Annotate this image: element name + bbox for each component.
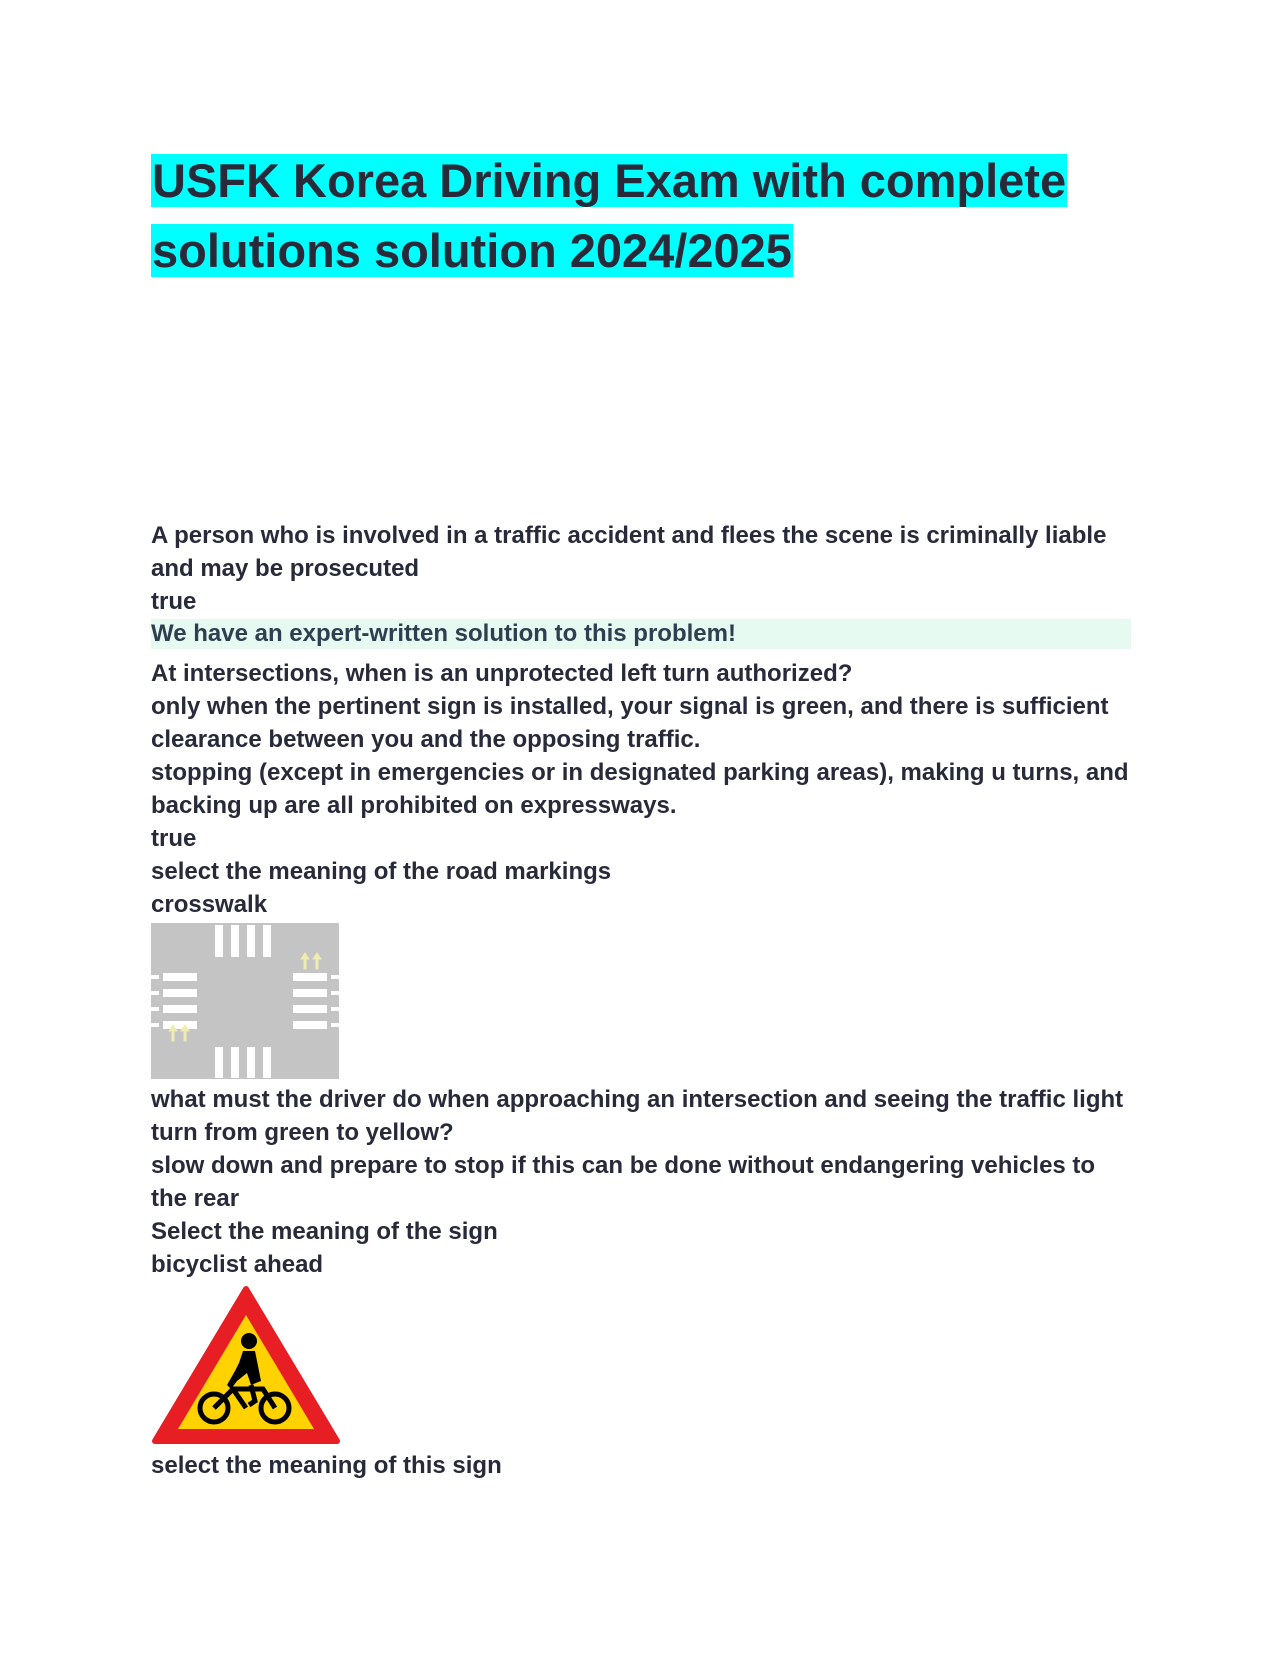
answer-2: only when the pertinent sign is installed, your signal is green, and there is sufficient clearance between you and the opposing traffic. <box>151 693 1109 753</box>
question-2: At intersections, when is an unprotected left turn authorized? <box>151 660 853 687</box>
document-title <box>151 146 1131 286</box>
title-line-1: USFK Korea Driving Exam with complete <box>152 154 1067 207</box>
title-line-2: solutions solution 2024/2025 <box>152 224 792 277</box>
question-3: stopping (except in emergencies or in designated parking areas), making u turns, and backing up are all prohibited on expressways. <box>151 759 1129 819</box>
question-5: what must the driver do when approaching an intersection and seeing the traffic light turn from green to yellow? <box>151 1086 1124 1146</box>
question-7: select the meaning of this sign <box>151 1452 502 1479</box>
answer-6: bicyclist ahead <box>151 1251 324 1278</box>
road-markings-figure <box>151 923 1131 1079</box>
question-6: Select the meaning of the sign <box>151 1218 498 1245</box>
question-1: A person who is involved in a traffic accident and flees the scene is criminally liable and may be prosecuted <box>151 522 1107 582</box>
crosswalk-road-markings-image <box>151 923 339 1079</box>
answer-5: slow down and prepare to stop if this can be done without endangering vehicles to the rear <box>151 1152 1096 1212</box>
answer-4: crosswalk <box>151 891 268 918</box>
answer-1: true <box>151 588 197 615</box>
expert-solution-banner[interactable]: We have an expert-written solution to this problem! <box>151 619 1131 649</box>
question-4: select the meaning of the road markings <box>151 858 612 885</box>
bicyclist-ahead-sign-image <box>151 1285 341 1445</box>
answer-3: true <box>151 825 197 852</box>
bicycle-sign-figure <box>151 1285 1131 1445</box>
qa-content <box>151 519 1131 1482</box>
